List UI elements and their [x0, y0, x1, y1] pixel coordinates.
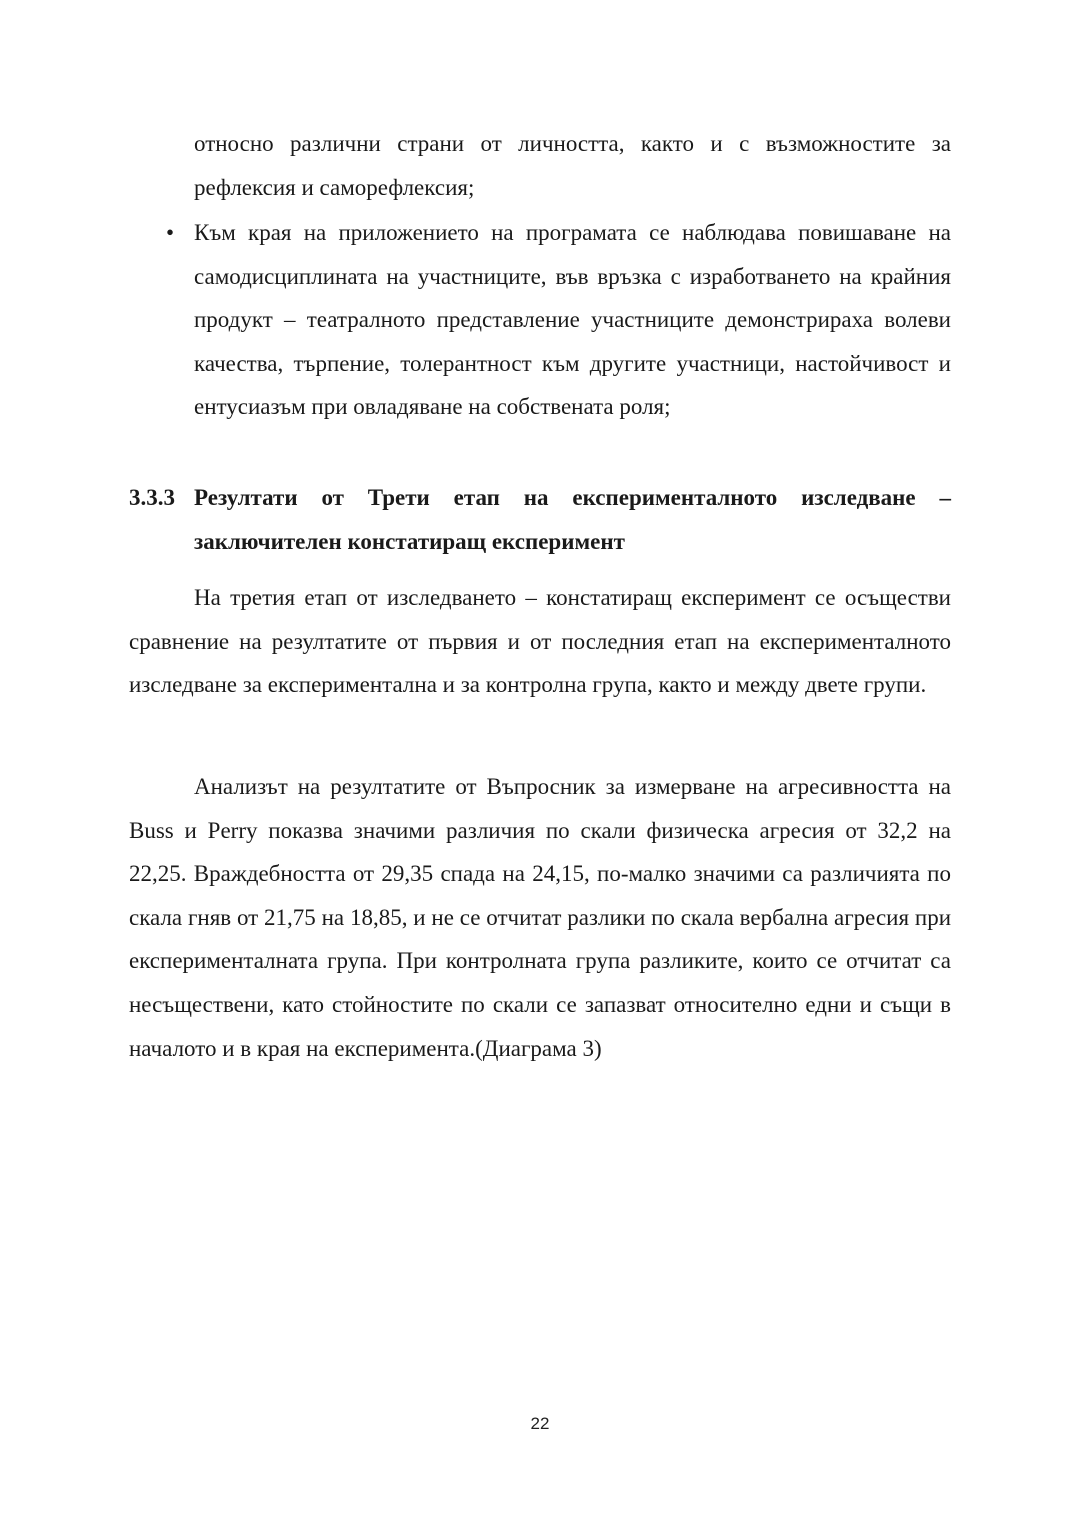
- page-number: 22: [530, 1414, 550, 1433]
- bullet-text: Към края на приложението на програмата се наблюдава повишаване на самодисциплината на участниците, във връзка с изработването на крайния продукт – театралното представление участниците демонстрираха волеви качества, търпение, толерантност към другите участници, настойчивост и ентусиазъм при овладяване на собствената роля;: [194, 220, 951, 420]
- bullet-icon: •: [165, 220, 175, 245]
- section-title: Резултати от Трети етап на експерименталното изследване – заключителен констатиращ експеримент: [194, 485, 951, 554]
- bullet-list-item: [165, 211, 951, 429]
- continued-list-text: относно различни страни от личността, както и с възможностите за рефлексия и саморефлексия;: [194, 131, 951, 200]
- body-paragraph: На третия етап от изследването – констатиращ експеримент се осъществи сравнение на резултатите от първия и от последния етап на експерименталното изследване за експериментална и за контролна група, както и между двете групи.: [129, 585, 951, 698]
- section-heading: [129, 476, 951, 563]
- section-number: 3.3.3: [129, 485, 175, 510]
- body-paragraph: Анализът на резултатите от Въпросник за измерване на агресивността на Buss и Perry показва значими различия по скали физическа агресия от 32,2 на 22,25. Враждебността от 29,35 спада на 24,15, по-малко значими са различията по скала гняв от 21,75 на 18,85, и не се отчитат разлики по скала вербална агресия при експерименталната група. При контролната група разликите, които се отчитат са несъществени, като стойностите по скали се запазват относително едни и същи в началото и в края на експеримента.(Диаграма 3): [129, 774, 951, 1061]
